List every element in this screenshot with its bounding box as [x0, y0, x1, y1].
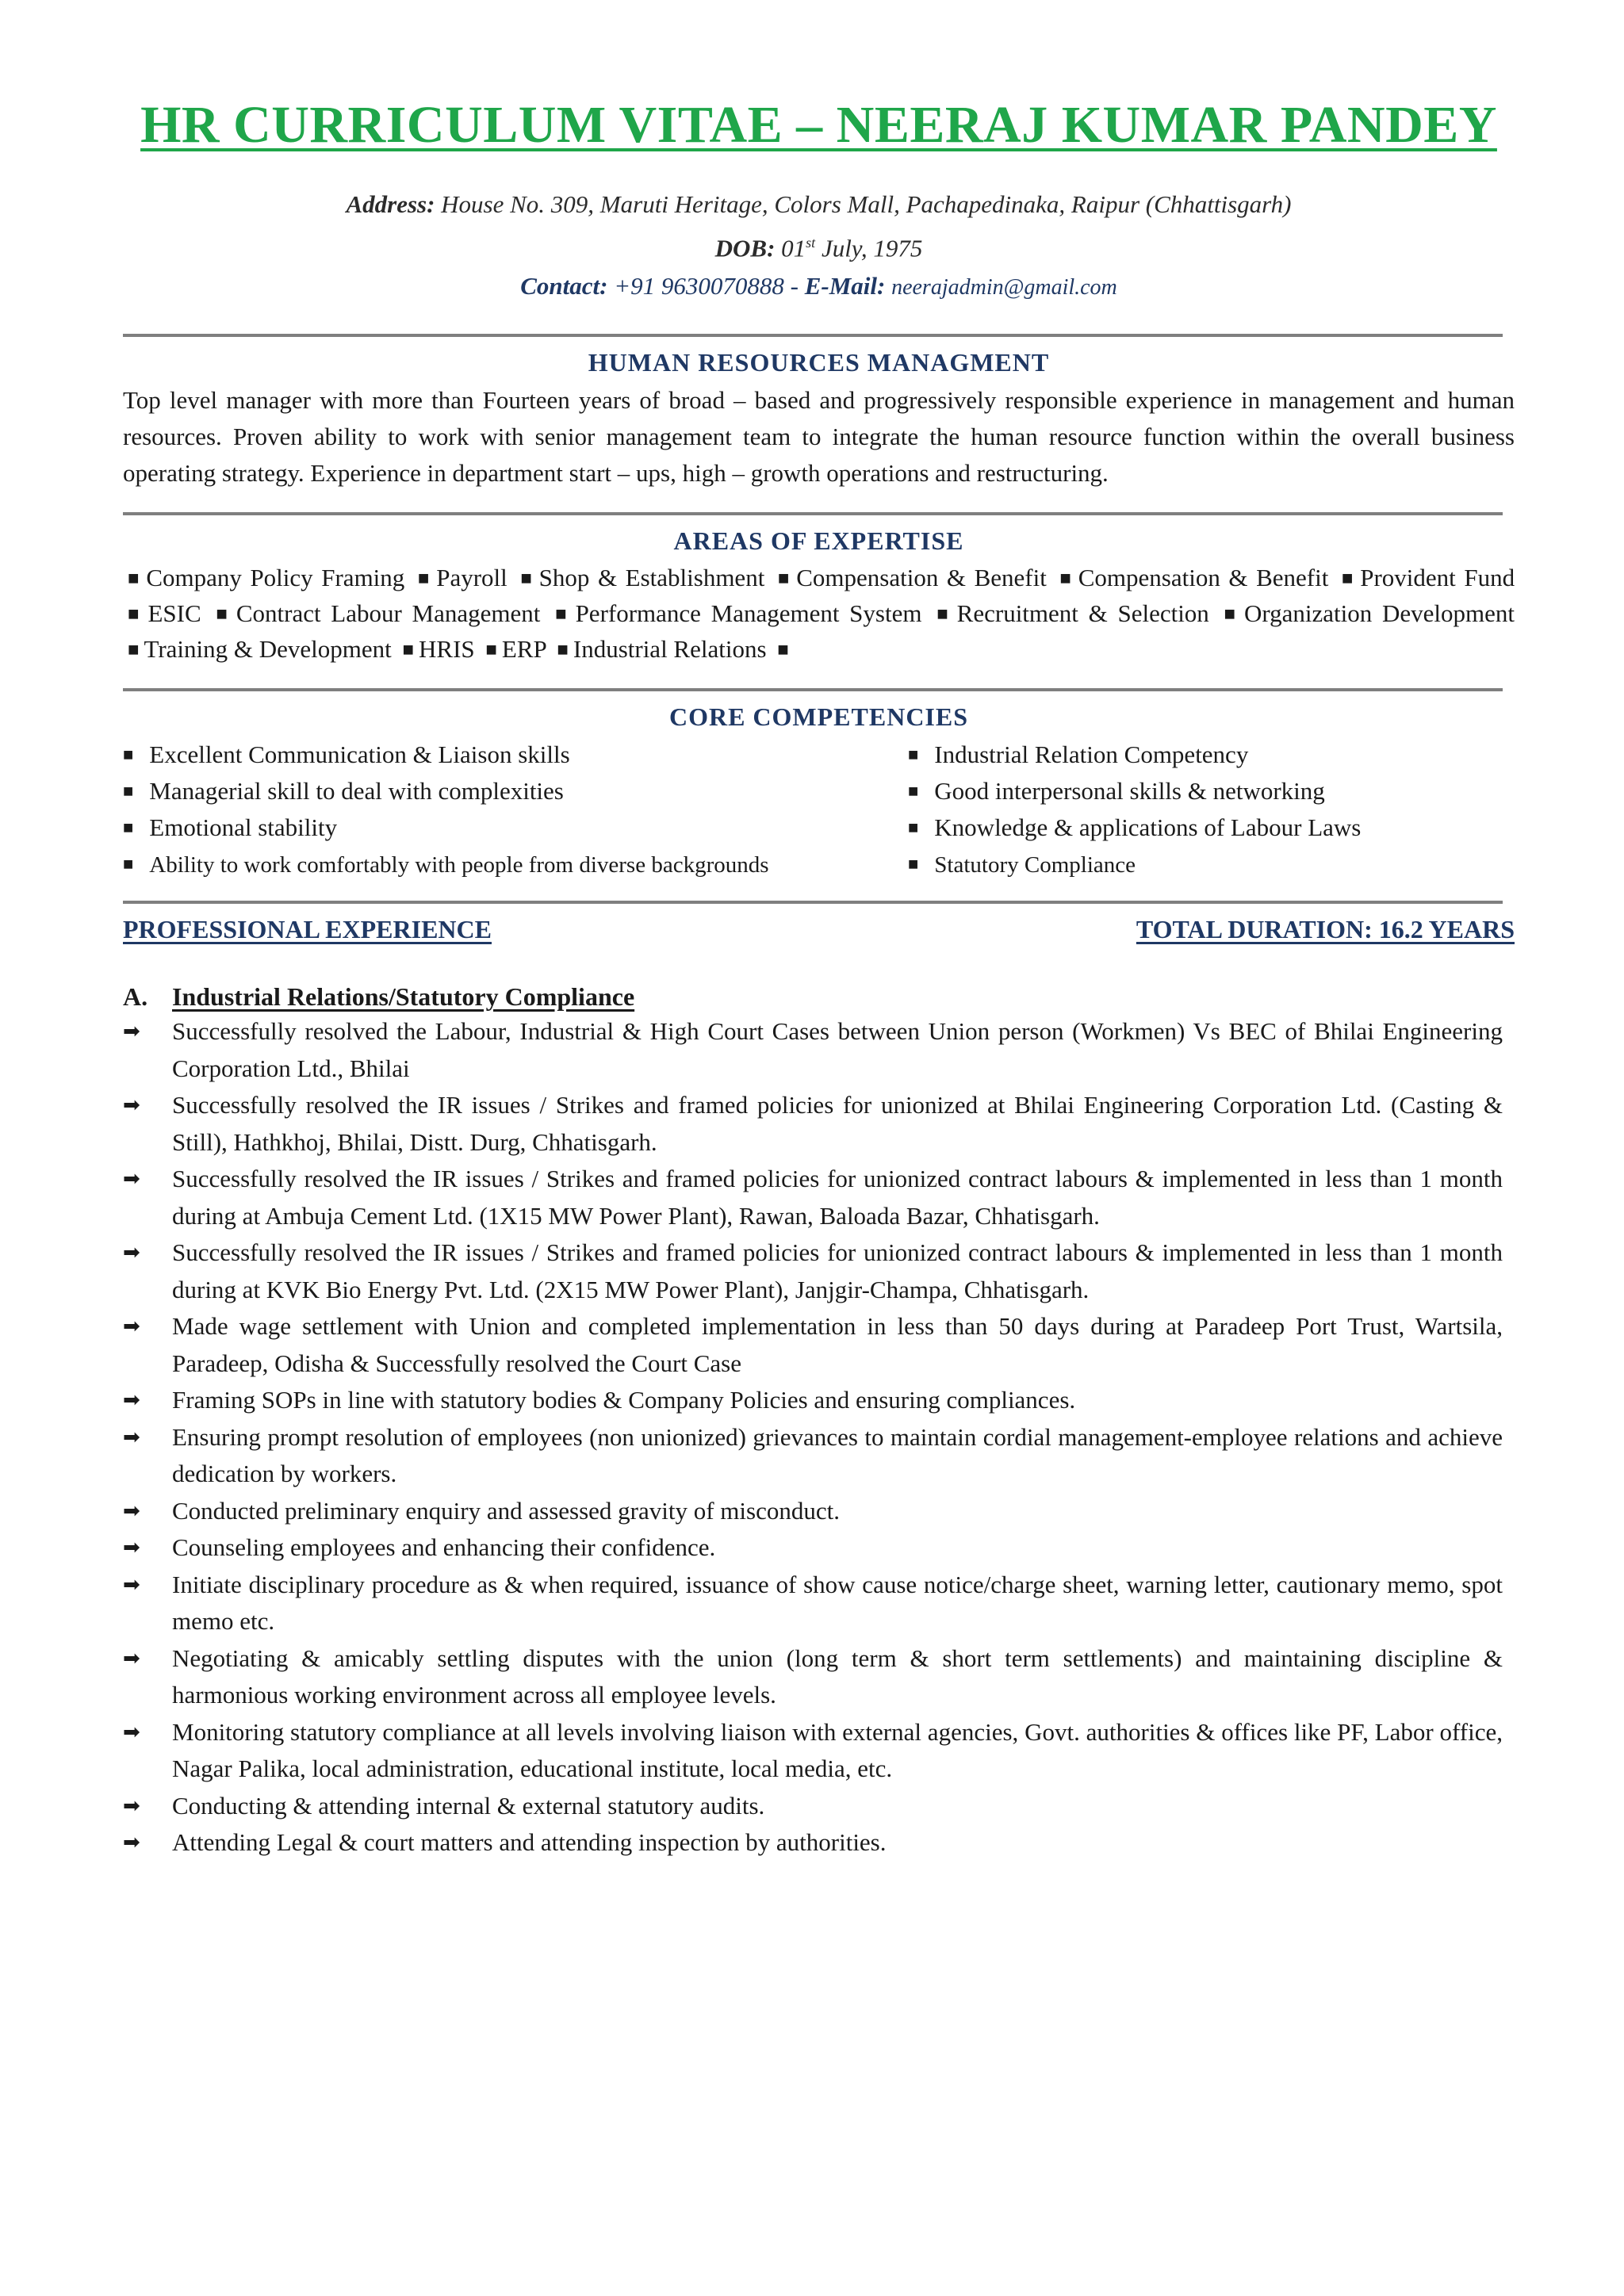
bullet-text: Successfully resolved the Labour, Industrial & High Court Cases between Union person (Workmen) Vs BEC of Bhilai Engineering Corporation Ltd., Bhilai [172, 1017, 1503, 1082]
core-item: ■ Industrial Relation Competency [908, 740, 1249, 769]
experience-heading: PROFESSIONAL EXPERIENCE [123, 915, 492, 944]
square-bullet-icon: ■ [908, 744, 919, 765]
expertise-item: Company Policy Framing [146, 564, 405, 592]
list-item [123, 1493, 1503, 1530]
bullet-text: Made wage settlement with Union and completed implementation in less than 50 days during at Paradeep Port Trust, Wartsila, Paradeep, Odisha & Successfully resolved the Court Case [172, 1312, 1503, 1377]
square-bullet-icon: ■ [555, 604, 571, 626]
list-item [123, 1714, 1503, 1788]
bullet-text: Ensuring prompt resolution of employees (non unionized) grievances to maintain cordial management-employee relations and achieve dedication by workers. [172, 1422, 1503, 1488]
square-bullet-icon: ■ [216, 604, 232, 626]
divider [123, 901, 1503, 904]
contact-line [123, 267, 1515, 307]
square-bullet-icon: ■ [520, 568, 534, 590]
arrow-right-icon: ➡ [123, 1831, 140, 1855]
arrow-right-icon: ➡ [123, 1425, 140, 1449]
email-label: E-Mail: [804, 272, 886, 300]
bullet-text: Successfully resolved the IR issues / Strikes and framed policies for unionized at Bhilai Engineering Corporation Ltd. (Casting & Still), Hathkhoj, Bhilai, Distt. Durg, Chhatisgarh. [172, 1091, 1503, 1156]
square-bullet-icon: ■ [936, 604, 952, 626]
square-bullet-icon: ■ [908, 817, 919, 838]
bullet-text: Counseling employees and enhancing their confidence. [172, 1533, 716, 1562]
experience-bullets [123, 1013, 1503, 1862]
core-grid [123, 737, 1515, 883]
core-item: ■ Ability to work comfortably with people from diverse backgrounds [123, 852, 769, 878]
square-bullet-icon: ■ [123, 817, 134, 838]
square-bullet-icon: ■ [908, 854, 919, 874]
experience-header [123, 915, 1515, 944]
summary-heading: HUMAN RESOURCES MANAGMENT [588, 348, 1050, 377]
square-bullet-icon: ■ [777, 640, 789, 661]
square-bullet-icon: ■ [485, 640, 497, 661]
bullet-text: Monitoring statutory compliance at all levels involving liaison with external agencies, Govt. authorities & offices like PF, Labor office, Nagar Palika, local administration, educational institute, local media, etc. [172, 1717, 1503, 1783]
expertise-item: ERP [501, 635, 546, 664]
expertise-item: Provident Fund [1360, 564, 1515, 592]
cv-title: HR CURRICULUM VITAE – NEERAJ KUMAR PANDEY [140, 96, 1497, 154]
contact-label: Contact: [520, 272, 608, 300]
expertise-item: HRIS [419, 635, 475, 664]
divider [123, 688, 1503, 691]
square-bullet-icon: ■ [123, 781, 134, 802]
arrow-right-icon: ➡ [123, 1241, 140, 1265]
list-item [123, 1308, 1503, 1382]
arrow-right-icon: ➡ [123, 1536, 140, 1560]
arrow-right-icon: ➡ [123, 1572, 140, 1597]
arrow-right-icon: ➡ [123, 1020, 140, 1044]
bullet-text: Conducted preliminary enquiry and assessed gravity of misconduct. [172, 1496, 840, 1525]
arrow-right-icon: ➡ [123, 1793, 140, 1818]
list-item [123, 1013, 1503, 1087]
dob-label: DOB: [714, 234, 776, 262]
bullet-text: Conducting & attending internal & external statutory audits. [172, 1791, 765, 1820]
bullet-text: Attending Legal & court matters and attending inspection by authorities. [172, 1828, 887, 1857]
bullet-text: Successfully resolved the IR issues / Strikes and framed policies for unionized contract labours & implemented in less than 1 month during at Ambuja Cement Ltd. (1X15 MW Power Plant), Rawan, Baloada Bazar, Chhatisgarh. [172, 1165, 1503, 1230]
arrow-right-icon: ➡ [123, 1388, 140, 1413]
arrow-right-icon: ➡ [123, 1720, 140, 1744]
core-item: ■ Emotional stability [123, 813, 338, 842]
square-bullet-icon: ■ [128, 604, 144, 626]
list-item [123, 1382, 1503, 1419]
square-bullet-icon: ■ [123, 854, 134, 874]
square-bullet-icon: ■ [557, 640, 569, 661]
arrow-right-icon: ➡ [123, 1167, 140, 1192]
expertise-item: Industrial Relations [573, 635, 767, 664]
dob-line [123, 224, 1515, 267]
list-item [123, 1234, 1503, 1308]
section-letter: A. [123, 982, 148, 1012]
square-bullet-icon: ■ [777, 568, 792, 590]
square-bullet-icon: ■ [1224, 604, 1239, 626]
list-item [123, 1529, 1503, 1567]
core-item: ■ Knowledge & applications of Labour Laws [908, 813, 1362, 842]
expertise-item: Recruitment & Selection [956, 599, 1209, 628]
core-item: ■ Good interpersonal skills & networking [908, 777, 1325, 806]
section-label: Industrial Relations/Statutory Compliance [172, 982, 635, 1012]
list-item [123, 1788, 1503, 1825]
dob-rest: July, 1975 [821, 234, 923, 262]
expertise-item: Shop & Establishment [538, 564, 765, 592]
divider [123, 512, 1503, 515]
list-item [123, 1161, 1503, 1234]
list-item [123, 1824, 1503, 1862]
address-value: House No. 309, Maruti Heritage, Colors Mall, Pachapedinaka, Raipur (Chhattisgarh) [441, 190, 1292, 218]
core-item: ■ Managerial skill to deal with complexities [123, 777, 564, 806]
square-bullet-icon: ■ [128, 640, 140, 661]
square-bullet-icon: ■ [402, 640, 415, 661]
list-item [123, 1419, 1503, 1493]
expertise-item: ESIC [147, 599, 201, 628]
core-item: ■ Statutory Compliance [908, 852, 1136, 878]
bullet-text: Initiate disciplinary procedure as & when required, issuance of show cause notice/charge sheet, warning letter, cautionary memo, spot memo etc. [172, 1570, 1503, 1636]
total-duration: TOTAL DURATION: 16.2 YEARS [1136, 915, 1515, 944]
expertise-item: Compensation & Benefit [796, 564, 1047, 592]
core-item: ■ Excellent Communication & Liaison skills [123, 740, 570, 769]
bullet-text: Negotiating & amicably settling disputes with the union (long term & short term settlements) and maintaining discipline & harmonious working environment across all employee levels. [172, 1644, 1503, 1709]
expertise-list [123, 561, 1515, 668]
square-bullet-icon: ■ [1341, 568, 1356, 590]
square-bullet-icon: ■ [417, 568, 432, 590]
expertise-item: Contract Labour Management [236, 599, 541, 628]
list-item [123, 1640, 1503, 1714]
square-bullet-icon: ■ [908, 781, 919, 802]
bullet-text: Framing SOPs in line with statutory bodies & Company Policies and ensuring compliances. [172, 1386, 1076, 1414]
dob-suffix: st [806, 235, 816, 251]
cv-page [123, 95, 1515, 1862]
contact-block [123, 186, 1515, 307]
arrow-right-icon: ➡ [123, 1646, 140, 1670]
expertise-item: Organization Development [1244, 599, 1515, 628]
list-item [123, 1087, 1503, 1161]
square-bullet-icon: ■ [128, 568, 142, 590]
arrow-right-icon: ➡ [123, 1093, 140, 1118]
core-heading: CORE COMPETENCIES [668, 702, 969, 732]
arrow-right-icon: ➡ [123, 1498, 140, 1523]
bullet-text: Successfully resolved the IR issues / Strikes and framed policies for unionized contract labours & implemented in less than 1 month during at KVK Bio Energy Pvt. Ltd. (2X15 MW Power Plant), Janjgir-Champa, Chhatisgarh. [172, 1238, 1503, 1303]
expertise-item: Performance Management System [575, 599, 922, 628]
expertise-item: Compensation & Benefit [1078, 564, 1329, 592]
address-line [123, 186, 1515, 224]
arrow-right-icon: ➡ [123, 1314, 140, 1339]
square-bullet-icon: ■ [123, 744, 134, 765]
list-item [123, 1567, 1503, 1640]
expertise-item: Payroll [436, 564, 508, 592]
expertise-heading: AREAS OF EXPERTISE [673, 526, 964, 556]
dob-day: 01 [781, 234, 806, 262]
email-address[interactable]: neerajadmin@gmail.com [891, 275, 1117, 300]
experience-section-title [123, 982, 1515, 1012]
square-bullet-icon: ■ [1059, 568, 1074, 590]
address-label: Address: [346, 190, 435, 218]
phone-number: +91 9630070888 - [614, 272, 799, 300]
divider [123, 334, 1503, 337]
expertise-item: Training & Development [144, 635, 392, 664]
summary-text: Top level manager with more than Fourteen years of broad – based and progressively responsible experience in management and human resources. Proven ability to work with senior management team to integrate the human resource function within the overall business operating strategy. Experience in department start – ups, high – growth operations and restructuring. [123, 386, 1515, 488]
